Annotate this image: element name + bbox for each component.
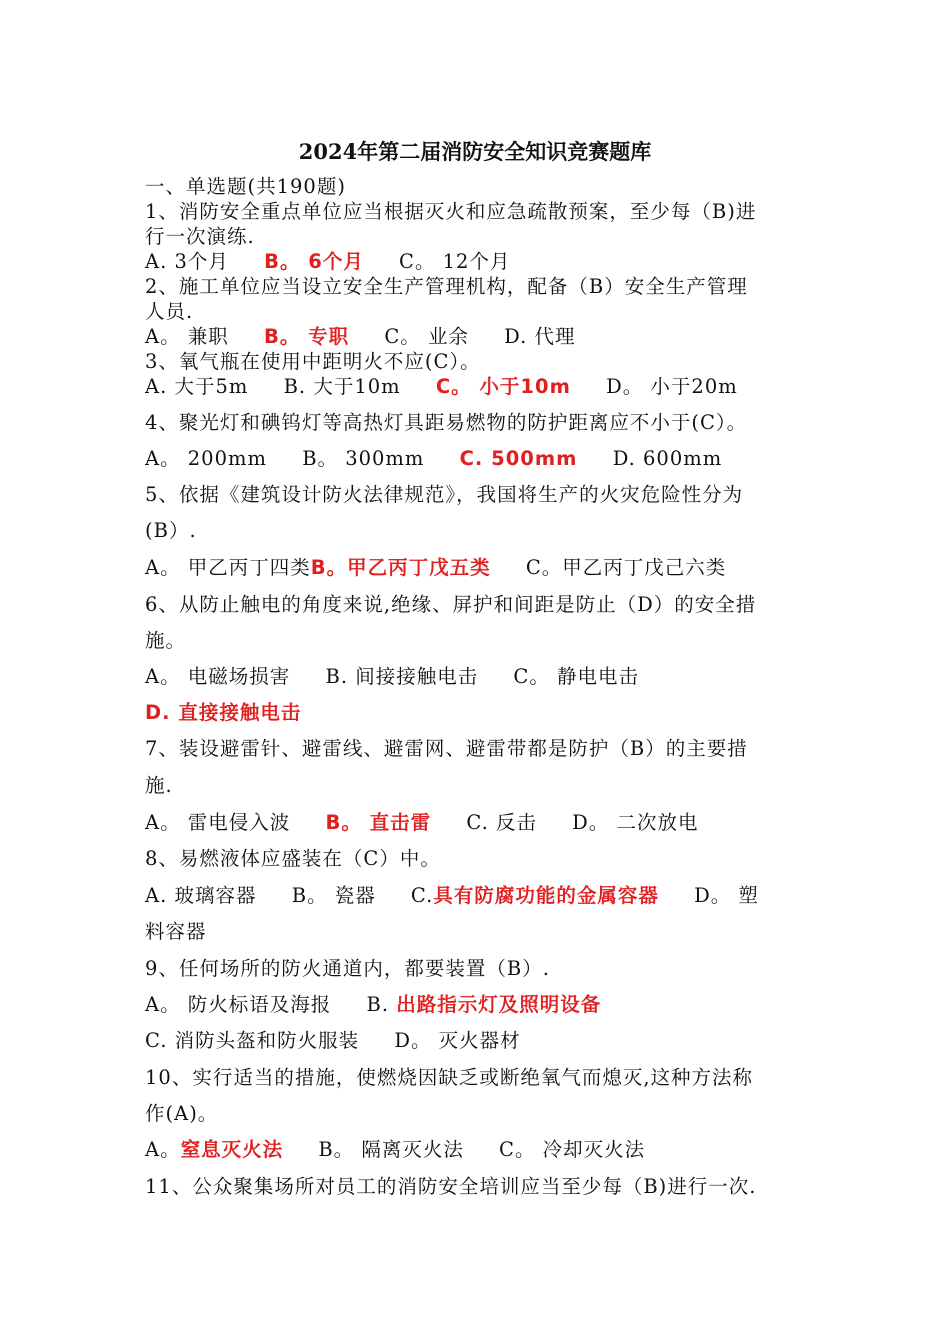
- option-c: C。 12个月: [399, 250, 511, 273]
- option-d: D。 塑: [694, 884, 759, 907]
- option-c: C。 业余: [384, 325, 469, 348]
- option-c: C。甲乙丙丁戊己六类: [525, 556, 727, 579]
- question-9-text: 9、任何场所的防火通道内，都要装置（B）.: [145, 957, 550, 980]
- question-6-text-cont: 施。: [145, 629, 187, 652]
- option-d: D. 代理: [504, 325, 576, 348]
- option-d: D. 600mm: [612, 447, 723, 470]
- question-8-option-d-cont: 料容器: [145, 920, 207, 943]
- question-9-options: [145, 992, 601, 1018]
- option-b: B. 大于10m: [283, 375, 401, 398]
- option-d: D。 二次放电: [572, 811, 699, 834]
- option-a: A. 3个月: [145, 250, 229, 273]
- option-b-answer: 出路指示灯及照明设备: [396, 993, 602, 1016]
- option-a: A。 甲乙丙丁四类: [145, 556, 311, 579]
- option-c-prefix: C.: [410, 884, 434, 907]
- question-6-options: [145, 664, 667, 690]
- question-10-options: [145, 1137, 673, 1163]
- question-5-text-cont: (B）.: [145, 519, 197, 542]
- page-title: 2024年第二届消防安全知识竞赛题库: [298, 139, 652, 164]
- option-d: D。 灭火器材: [394, 1029, 521, 1052]
- option-a: A。 200mm: [145, 447, 267, 470]
- option-c-answer: C. 500mm: [459, 447, 578, 470]
- option-b: B。 隔离灭火法: [318, 1138, 464, 1161]
- option-c: C。 静电电击: [513, 665, 640, 688]
- question-8-text: 8、易燃液体应盛装在（C）中。: [145, 847, 441, 870]
- option-b-answer: B。甲乙丙丁戊五类: [310, 556, 491, 579]
- question-6-text: 6、从防止触电的角度来说,绝缘、屏护和间距是防止（D）的安全措: [145, 593, 757, 616]
- question-2-text: 2、施工单位应当设立安全生产管理机构，配备（B）安全生产管理: [145, 275, 748, 298]
- option-b-answer: B。 6个月: [264, 250, 364, 273]
- question-4-options: [145, 446, 750, 472]
- option-a: A。 兼职: [145, 325, 229, 348]
- question-10-text-cont: 作(A)。: [145, 1102, 219, 1125]
- option-c-answer: 具有防腐功能的金属容器: [433, 884, 659, 907]
- question-1-text-cont: 行一次演练.: [145, 225, 255, 248]
- question-1-options: [145, 249, 538, 275]
- question-5-options: [145, 555, 754, 581]
- option-a: A. 玻璃容器: [145, 884, 257, 907]
- option-b: B。 瓷器: [291, 884, 376, 907]
- question-7-options: [145, 810, 727, 836]
- option-b: B. 间接接触电击: [325, 665, 479, 688]
- option-a-prefix: A。: [145, 1138, 181, 1161]
- option-c: C。 冷却灭火法: [499, 1138, 646, 1161]
- option-b-answer: B。 专职: [263, 325, 350, 348]
- option-c: C. 反击: [466, 811, 537, 834]
- option-c-answer: C。 小于10m: [435, 375, 571, 398]
- question-10-text: 10、实行适当的措施，使燃烧因缺乏或断绝氧气而熄灭,这种方法称: [145, 1066, 754, 1089]
- question-8-options: [145, 883, 787, 909]
- question-9-options-cont: [145, 1028, 549, 1054]
- option-d: D。 小于20m: [606, 375, 738, 398]
- question-1-text: 1、消防安全重点单位应当根据灭火和应急疏散预案，至少每（B)进: [145, 200, 757, 223]
- question-2-options: [145, 324, 604, 350]
- option-b-prefix: B.: [366, 993, 390, 1016]
- option-b: B。 300mm: [302, 447, 425, 470]
- option-a: A. 大于5m: [145, 375, 249, 398]
- question-4-text: 4、聚光灯和碘钨灯等高热灯具距易燃物的防护距离应不小于(C）。: [145, 411, 748, 434]
- option-a: A。 电磁场损害: [145, 665, 291, 688]
- option-b-answer: B。 直击雷: [325, 811, 432, 834]
- option-a: A。 防火标语及海报: [145, 993, 332, 1016]
- question-11-text: 11、公众聚集场所对员工的消防安全培训应当至少每（B)进行一次.: [145, 1175, 757, 1198]
- question-7-text: 7、装设避雷针、避雷线、避雷网、避雷带都是防护（B）的主要措: [145, 737, 748, 760]
- option-a-answer: 窒息灭火法: [180, 1138, 284, 1161]
- question-6-option-d-answer: D. 直接接触电击: [145, 701, 302, 724]
- option-a: A。 雷电侵入波: [145, 811, 291, 834]
- option-c: C. 消防头盔和防火服装: [145, 1029, 360, 1052]
- question-3-text: 3、氧气瓶在使用中距明火不应(C）。: [145, 350, 481, 373]
- question-2-text-cont: 人员.: [145, 300, 194, 323]
- question-3-options: [145, 374, 766, 400]
- question-5-text: 5、依据《建筑设计防火法律规范》，我国将生产的火灾危险性分为: [145, 483, 744, 506]
- question-7-text-cont: 施.: [145, 774, 173, 797]
- section-heading: 一、单选题(共190题): [145, 175, 346, 198]
